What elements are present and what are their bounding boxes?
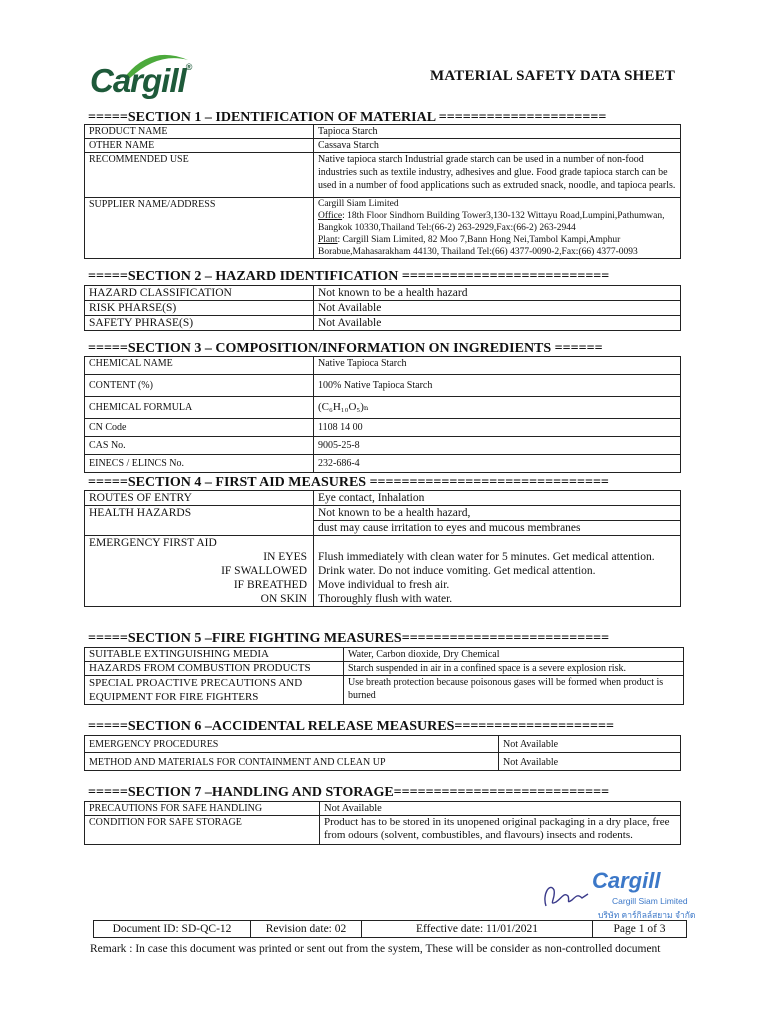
hazard-classification-label: HAZARD CLASSIFICATION xyxy=(85,286,314,301)
table-row xyxy=(85,419,681,437)
einecs-label: EINECS / ELINCS No. xyxy=(85,455,314,473)
section6-heading: =====SECTION 6 –ACCIDENTAL RELEASE MEASURES==================== xyxy=(88,719,614,734)
if-breathed-value: Move individual to fresh air. xyxy=(314,578,681,592)
cas-label: CAS No. xyxy=(85,437,314,455)
emergency-procedures-label: EMERGENCY PROCEDURES xyxy=(85,736,499,753)
table-row xyxy=(85,816,681,845)
extinguishing-media-label: SUITABLE EXTINGUISHING MEDIA xyxy=(85,648,344,662)
risk-phrase-label: RISK PHARSE(S) xyxy=(85,301,314,316)
section2-table xyxy=(84,285,681,331)
section1-heading: =====SECTION 1 – IDENTIFICATION OF MATERIAL ===================== xyxy=(88,110,607,125)
signature-stamp xyxy=(540,868,696,924)
einecs-value: 232-686-4 xyxy=(314,455,681,473)
emergency-first-aid-blank xyxy=(314,536,681,551)
table-row xyxy=(85,437,681,455)
fire-precautions-label: SPECIAL PROACTIVE PRECAUTIONS AND EQUIPMENT FOR FIRE FIGHTERS xyxy=(85,676,344,705)
section4-heading: =====SECTION 4 – FIRST AID MEASURES ============================== xyxy=(88,475,609,490)
plant-address: Plant: Cargill Siam Limited, 82 Moo 7,Bann Hong Nei,Tambol Kampi,Amphur Borabue,Mahasarakham 44130, Thailand Tel:(66) 4377-0090-2,Fax:(66) 4377-0093 xyxy=(318,235,638,257)
table-row xyxy=(85,736,681,753)
section7-table xyxy=(84,801,681,845)
section7-heading: =====SECTION 7 –HANDLING AND STORAGE=========================== xyxy=(88,785,610,800)
product-name-value: Tapioca Starch xyxy=(314,125,681,139)
handwritten-signature xyxy=(540,876,592,916)
effective-date: Effective date: 11/01/2021 xyxy=(362,921,593,938)
chemical-name-label: CHEMICAL NAME xyxy=(85,357,314,375)
hazard-classification-value: Not known to be a health hazard xyxy=(314,286,681,301)
cas-value: 9005-25-8 xyxy=(314,437,681,455)
table-row xyxy=(94,921,687,938)
health-hazards-label: HEALTH HAZARDS xyxy=(85,506,314,536)
revision-date: Revision date: 02 xyxy=(251,921,362,938)
combustion-hazards-value: Starch suspended in air in a confined space is a severe explosion risk. xyxy=(344,662,684,676)
stamp-company: Cargill Siam Limited xyxy=(612,896,688,906)
table-row xyxy=(85,125,681,139)
table-row xyxy=(85,506,681,521)
chemical-name-value: Native Tapioca Starch xyxy=(314,357,681,375)
table-row xyxy=(85,139,681,153)
stamp-logo: Cargill xyxy=(592,868,661,893)
routes-label: ROUTES OF ENTRY xyxy=(85,491,314,506)
table-row xyxy=(85,397,681,419)
document-id: Document ID: SD-QC-12 xyxy=(94,921,251,938)
footer-remark: Remark : In case this document was printed or sent out from the system, These will be consider as non-controlled document xyxy=(90,943,661,955)
containment-method-value: Not Available xyxy=(499,753,681,771)
logo-wordmark: Cargill® xyxy=(90,62,192,99)
if-swallowed-label: IF SWALLOWED xyxy=(85,564,314,578)
routes-value: Eye contact, Inhalation xyxy=(314,491,681,506)
table-row xyxy=(85,357,681,375)
table-row xyxy=(85,802,681,816)
table-row xyxy=(85,491,681,506)
health-hazards-value-2: dust may cause irritation to eyes and mucous membranes xyxy=(314,521,681,536)
table-row xyxy=(85,286,681,301)
content-value: 100% Native Tapioca Starch xyxy=(314,375,681,397)
table-row xyxy=(85,592,681,607)
table-row xyxy=(85,753,681,771)
table-row xyxy=(85,375,681,397)
combustion-hazards-label: HAZARDS FROM COMBUSTION PRODUCTS xyxy=(85,662,344,676)
table-row xyxy=(85,564,681,578)
cargill-logo xyxy=(90,50,200,98)
cn-code-label: CN Code xyxy=(85,419,314,437)
safe-storage-value: Product has to be stored in its unopened original packaging in a dry place, free from odours (solvent, combustibles, and flavours) insects and rodents. xyxy=(320,816,681,845)
section3-table xyxy=(84,356,681,473)
section1-table xyxy=(84,124,681,259)
page-number: Page 1 of 3 xyxy=(593,921,687,938)
stamp-company-thai: บริษัท คาร์กิลล์สยาม จำกัด xyxy=(598,910,696,920)
office-address: Office: 18th Floor Sindhorn Building Tower3,130-132 Wittayu Road,Lumpini,Pathumwan, Bangkok 10330,Thailand Tel:(66-2) 263-2929,Fax:(66-2) 263-2944 xyxy=(318,211,665,233)
on-skin-value: Thoroughly flush with water. xyxy=(314,592,681,607)
safe-storage-label: CONDITION FOR SAFE STORAGE xyxy=(85,816,320,845)
health-hazards-value-1: Not known to be a health hazard, xyxy=(314,506,681,521)
if-swallowed-value: Drink water. Do not induce vomiting. Get medical attention. xyxy=(314,564,681,578)
if-breathed-label: IF BREATHED xyxy=(85,578,314,592)
table-row xyxy=(85,578,681,592)
safe-handling-value: Not Available xyxy=(320,802,681,816)
chemical-formula-label: CHEMICAL FORMULA xyxy=(85,397,314,419)
safe-handling-label: PRECAUTIONS FOR SAFE HANDLING xyxy=(85,802,320,816)
other-name-label: OTHER NAME xyxy=(85,139,314,153)
on-skin-label: ON SKIN xyxy=(85,592,314,607)
table-row xyxy=(85,536,681,551)
risk-phrase-value: Not Available xyxy=(314,301,681,316)
table-row xyxy=(85,676,684,705)
recommended-use-value: Native tapioca starch Industrial grade starch can be used in a number of non-food industries such as textile industry, adhesives and glue. Food grade tapioca starch can be used in a number of food applications such as extruded snack, noodle, and tapioca pearls. xyxy=(314,153,681,198)
emergency-procedures-value: Not Available xyxy=(499,736,681,753)
safety-phrase-value: Not Available xyxy=(314,316,681,331)
table-row xyxy=(85,198,681,259)
containment-method-label: METHOD AND MATERIALS FOR CONTAINMENT AND CLEAN UP xyxy=(85,753,499,771)
table-row xyxy=(85,316,681,331)
supplier-value xyxy=(314,198,681,259)
supplier-label: SUPPLIER NAME/ADDRESS xyxy=(85,198,314,259)
section4-table xyxy=(84,490,681,607)
section5-heading: =====SECTION 5 –FIRE FIGHTING MEASURES========================== xyxy=(88,631,610,646)
cn-code-value: 1108 14 00 xyxy=(314,419,681,437)
in-eyes-label: IN EYES xyxy=(85,550,314,564)
safety-phrase-label: SAFETY PHRASE(S) xyxy=(85,316,314,331)
in-eyes-value: Flush immediately with clean water for 5 minutes. Get medical attention. xyxy=(314,550,681,564)
footer-table xyxy=(93,920,687,938)
supplier-name: Cargill Siam Limited xyxy=(318,199,399,209)
section2-heading: =====SECTION 2 – HAZARD IDENTIFICATION ========================== xyxy=(88,269,610,284)
fire-precautions-value: Use breath protection because poisonous gases will be formed when product is burned xyxy=(344,676,684,705)
table-row xyxy=(85,550,681,564)
extinguishing-media-value: Water, Carbon dioxide, Dry Chemical xyxy=(344,648,684,662)
recommended-use-label: RECOMMENDED USE xyxy=(85,153,314,198)
section6-table xyxy=(84,735,681,771)
section5-table xyxy=(84,647,684,705)
other-name-value: Cassava Starch xyxy=(314,139,681,153)
product-name-label: PRODUCT NAME xyxy=(85,125,314,139)
table-row xyxy=(85,648,684,662)
content-label: CONTENT (%) xyxy=(85,375,314,397)
chemical-formula-value: (C₆H₁₀O₅)ₙ xyxy=(314,397,681,419)
document-title: MATERIAL SAFETY DATA SHEET xyxy=(430,68,676,84)
table-row xyxy=(85,301,681,316)
emergency-first-aid-label: EMERGENCY FIRST AID xyxy=(85,536,314,551)
section3-heading: =====SECTION 3 – COMPOSITION/INFORMATION ON INGREDIENTS ====== xyxy=(88,341,603,356)
table-row xyxy=(85,153,681,198)
table-row xyxy=(85,662,684,676)
table-row xyxy=(85,455,681,473)
